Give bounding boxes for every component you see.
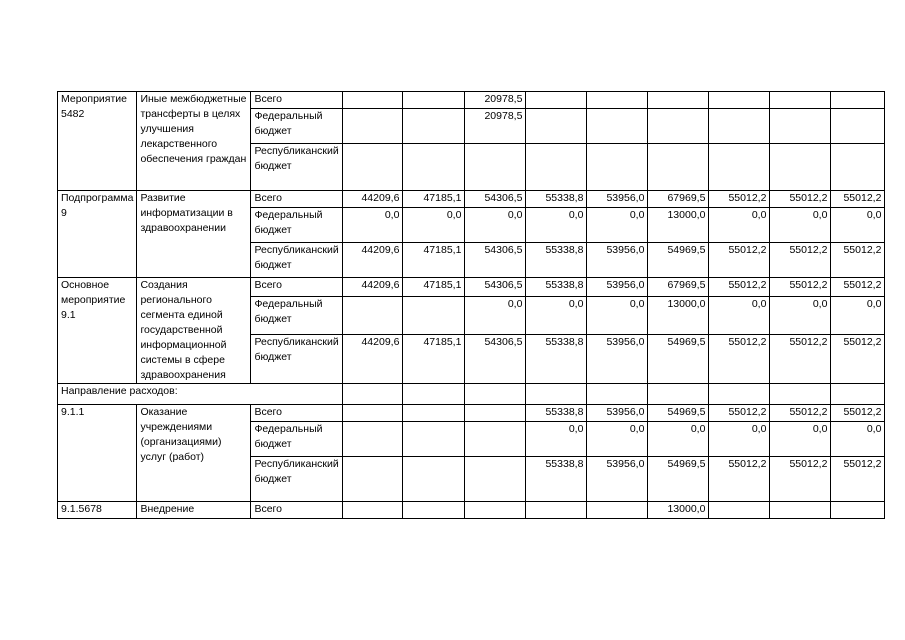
value-cell (770, 109, 831, 144)
value-cell: 53956,0 (587, 278, 648, 297)
value-cell: 0,0 (587, 208, 648, 243)
value-cell (403, 92, 465, 109)
value-cell: 67969,5 (648, 191, 709, 208)
value-cell: 13000,0 (648, 502, 709, 519)
value-cell (343, 405, 403, 422)
value-cell: 55012,2 (709, 191, 770, 208)
value-cell: 0,0 (343, 208, 403, 243)
table-body (58, 92, 885, 519)
value-cell: 47185,1 (403, 334, 465, 383)
value-cell: 54306,5 (465, 334, 526, 383)
value-cell: 20978,5 (465, 92, 526, 109)
funding-source: Федеральный бюджет (251, 422, 343, 457)
funding-source: Всего (251, 92, 343, 109)
value-cell: 44209,6 (343, 278, 403, 297)
value-cell (465, 502, 526, 519)
value-cell: 55338,8 (526, 405, 587, 422)
funding-source: Республиканский бюджет (251, 243, 343, 278)
value-cell (831, 502, 885, 519)
value-cell: 44209,6 (343, 191, 403, 208)
value-cell: 0,0 (770, 208, 831, 243)
value-cell (343, 502, 403, 519)
empty-cell (403, 384, 465, 405)
value-cell: 55012,2 (770, 191, 831, 208)
value-cell: 0,0 (831, 296, 885, 334)
value-cell: 55012,2 (770, 243, 831, 278)
value-cell: 55012,2 (831, 334, 885, 383)
value-cell: 55012,2 (831, 278, 885, 297)
value-cell: 0,0 (526, 422, 587, 457)
funding-source: Федеральный бюджет (251, 296, 343, 334)
row-code: Подпрограмма 9 (58, 191, 137, 278)
funding-source: Республиканский бюджет (251, 334, 343, 383)
value-cell (831, 92, 885, 109)
value-cell (526, 144, 587, 191)
empty-cell (587, 384, 648, 405)
value-cell (403, 405, 465, 422)
value-cell: 54969,5 (648, 457, 709, 502)
value-cell: 13000,0 (648, 296, 709, 334)
value-cell: 55012,2 (831, 243, 885, 278)
value-cell: 55012,2 (709, 405, 770, 422)
value-cell: 0,0 (526, 208, 587, 243)
value-cell: 55012,2 (709, 334, 770, 383)
value-cell (343, 109, 403, 144)
value-cell (403, 422, 465, 457)
value-cell: 0,0 (526, 296, 587, 334)
value-cell: 55338,8 (526, 457, 587, 502)
value-cell (587, 502, 648, 519)
row-name: Оказание учреждениями (организациями) услуг (работ) (137, 405, 251, 502)
funding-source: Всего (251, 278, 343, 297)
row-name: Создания регионального сегмента единой государственной информационной системы в сфере здравоохранения (137, 278, 251, 384)
value-cell: 0,0 (587, 422, 648, 457)
value-cell (831, 109, 885, 144)
empty-cell (770, 384, 831, 405)
value-cell (526, 109, 587, 144)
budget-table (57, 91, 885, 519)
value-cell (587, 92, 648, 109)
value-cell: 20978,5 (465, 109, 526, 144)
funding-source: Всего (251, 191, 343, 208)
row-name: Иные межбюджетные трансферты в целях улучшения лекарственного обеспечения граждан (137, 92, 251, 191)
value-cell (403, 457, 465, 502)
value-cell: 55338,8 (526, 191, 587, 208)
funding-source: Федеральный бюджет (251, 208, 343, 243)
value-cell: 0,0 (831, 208, 885, 243)
value-cell (465, 457, 526, 502)
value-cell: 55012,2 (831, 191, 885, 208)
empty-cell (709, 384, 770, 405)
empty-cell (343, 384, 403, 405)
value-cell (343, 92, 403, 109)
value-cell: 55338,8 (526, 243, 587, 278)
value-cell: 47185,1 (403, 191, 465, 208)
row-code: 9.1.5678 (58, 502, 137, 519)
value-cell: 54306,5 (465, 278, 526, 297)
value-cell: 54306,5 (465, 191, 526, 208)
value-cell: 55012,2 (770, 405, 831, 422)
value-cell: 55012,2 (770, 457, 831, 502)
value-cell (831, 144, 885, 191)
value-cell (343, 457, 403, 502)
value-cell: 13000,0 (648, 208, 709, 243)
value-cell: 53956,0 (587, 334, 648, 383)
section-heading: Направление расходов: (58, 384, 343, 405)
value-cell: 0,0 (770, 422, 831, 457)
value-cell: 44209,6 (343, 334, 403, 383)
value-cell (403, 109, 465, 144)
empty-cell (648, 384, 709, 405)
row-code: Основное мероприятие 9.1 (58, 278, 137, 384)
empty-cell (465, 384, 526, 405)
value-cell: 54306,5 (465, 243, 526, 278)
value-cell: 55012,2 (709, 243, 770, 278)
value-cell: 44209,6 (343, 243, 403, 278)
row-name: Развитие информатизации в здравоохранении (137, 191, 251, 278)
row-code: 9.1.1 (58, 405, 137, 502)
value-cell: 0,0 (465, 208, 526, 243)
value-cell: 55012,2 (770, 334, 831, 383)
empty-cell (831, 384, 885, 405)
value-cell (709, 502, 770, 519)
value-cell (648, 144, 709, 191)
empty-cell (526, 384, 587, 405)
value-cell (465, 405, 526, 422)
value-cell (343, 144, 403, 191)
table-row (58, 502, 885, 519)
value-cell (709, 92, 770, 109)
value-cell (403, 502, 465, 519)
value-cell: 55338,8 (526, 334, 587, 383)
value-cell: 53956,0 (587, 405, 648, 422)
value-cell: 53956,0 (587, 243, 648, 278)
value-cell: 54969,5 (648, 243, 709, 278)
value-cell: 55012,2 (831, 405, 885, 422)
table-row (58, 384, 885, 405)
value-cell (526, 502, 587, 519)
funding-source: Республиканский бюджет (251, 457, 343, 502)
value-cell: 47185,1 (403, 243, 465, 278)
value-cell: 55012,2 (770, 278, 831, 297)
value-cell (343, 422, 403, 457)
value-cell: 0,0 (465, 296, 526, 334)
funding-source: Республиканский бюджет (251, 144, 343, 191)
value-cell (770, 502, 831, 519)
value-cell (587, 109, 648, 144)
value-cell (709, 144, 770, 191)
row-code: Мероприятие 5482 (58, 92, 137, 191)
value-cell: 54969,5 (648, 405, 709, 422)
value-cell (526, 92, 587, 109)
value-cell (648, 92, 709, 109)
table-row (58, 278, 885, 297)
value-cell (587, 144, 648, 191)
value-cell: 55012,2 (709, 457, 770, 502)
value-cell: 53956,0 (587, 191, 648, 208)
value-cell (465, 144, 526, 191)
value-cell: 47185,1 (403, 278, 465, 297)
row-name: Внедрение (137, 502, 251, 519)
value-cell (403, 144, 465, 191)
value-cell: 67969,5 (648, 278, 709, 297)
value-cell: 0,0 (709, 296, 770, 334)
value-cell (648, 109, 709, 144)
value-cell (770, 92, 831, 109)
value-cell: 55012,2 (831, 457, 885, 502)
value-cell: 0,0 (403, 208, 465, 243)
value-cell: 0,0 (648, 422, 709, 457)
value-cell (709, 109, 770, 144)
funding-source: Всего (251, 502, 343, 519)
value-cell (403, 296, 465, 334)
value-cell: 55338,8 (526, 278, 587, 297)
value-cell (770, 144, 831, 191)
value-cell: 0,0 (770, 296, 831, 334)
table-row (58, 191, 885, 208)
value-cell: 0,0 (831, 422, 885, 457)
value-cell: 0,0 (709, 208, 770, 243)
value-cell (465, 422, 526, 457)
value-cell: 0,0 (587, 296, 648, 334)
funding-source: Федеральный бюджет (251, 109, 343, 144)
table-row (58, 92, 885, 109)
value-cell: 54969,5 (648, 334, 709, 383)
value-cell: 0,0 (709, 422, 770, 457)
value-cell (343, 296, 403, 334)
value-cell: 53956,0 (587, 457, 648, 502)
value-cell: 55012,2 (709, 278, 770, 297)
table-row (58, 405, 885, 422)
funding-source: Всего (251, 405, 343, 422)
